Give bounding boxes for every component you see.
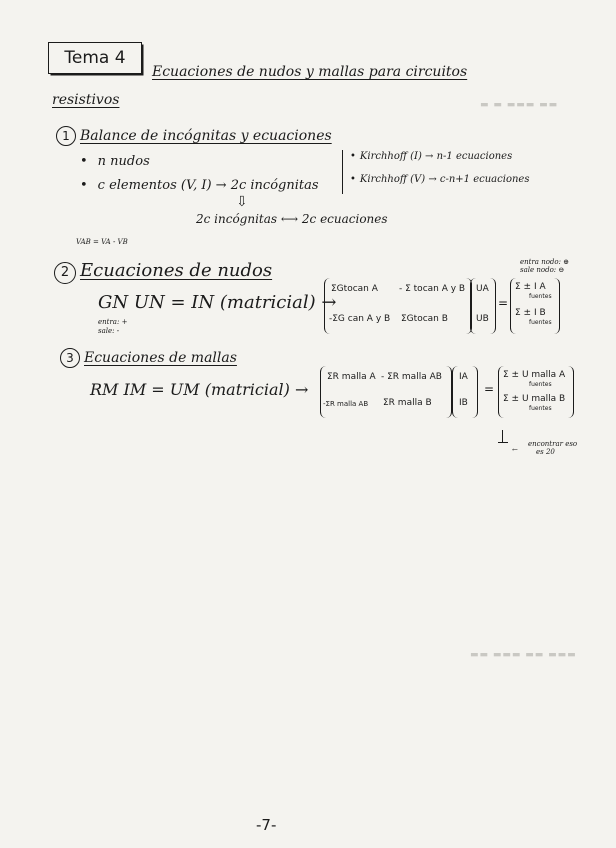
mesh-equation: RM IM = UM (matricial) → — [90, 380, 309, 399]
ground-note: encontrar eso — [528, 440, 578, 448]
matrix-cell: ΣGtocan A — [331, 284, 378, 294]
top-note: sale nodo: ⊖ — [520, 266, 565, 274]
result-vector — [498, 366, 574, 418]
ground-symbol-icon — [498, 430, 508, 452]
matrix-cell: - Σ tocan A y B — [399, 284, 466, 294]
matrix-cell: fuentes — [529, 405, 552, 412]
matrix-cell: Σ ± I A — [515, 282, 546, 292]
section-3-title: Ecuaciones de mallas — [84, 350, 237, 366]
nodal-equation: GN UN = IN (matricial) → — [98, 292, 337, 313]
bleed-through-text: ▬ ▬ ▬▬▬ ▬▬ — [480, 100, 559, 110]
page-title-continued: resistivos — [52, 92, 120, 108]
matrix-cell: ΣR malla A — [327, 372, 376, 382]
matrix-cell: fuentes — [529, 293, 552, 300]
ground-note: es 20 — [536, 448, 555, 456]
matrix-cell: UA — [476, 284, 489, 294]
matrix-cell: fuentes — [529, 381, 552, 388]
side-note: sale: - — [98, 327, 120, 335]
matrix-cell: ΣR malla B — [383, 398, 432, 408]
matrix-cell: UB — [476, 314, 489, 324]
bleed-through-text: ▬▬ ▬▬▬ ▬▬ ▬▬▬ — [470, 650, 577, 660]
equals-sign: = — [498, 296, 509, 310]
tema-label: Tema 4 — [48, 42, 142, 74]
section-3-heading — [60, 348, 237, 368]
unknown-vector — [470, 278, 496, 334]
matrix-cell: IA — [459, 372, 468, 382]
matrix-cell: Σ ± U malla B — [503, 394, 566, 404]
equals-sign: = — [484, 382, 495, 396]
bullet-icon: • — [80, 178, 88, 193]
matrix-cell: - ΣR malla AB — [381, 372, 442, 382]
conclusion: 2c incógnitas ⟷ 2c ecuaciones — [196, 212, 388, 226]
section-number: 3 — [60, 348, 80, 368]
matrix-cell: -ΣR malla AB — [323, 400, 369, 408]
section-1-heading — [56, 126, 332, 146]
list-item: • Kirchhoff (V) → c-n+1 ecuaciones — [350, 174, 530, 185]
arrow-left-icon: ← — [512, 446, 518, 454]
side-note: entra: + — [98, 318, 128, 326]
matrix-cell: fuentes — [529, 319, 552, 326]
page-title: Ecuaciones de nudos y mallas para circuitos — [152, 64, 468, 80]
section-2-heading — [54, 260, 272, 284]
matrix-cell: IB — [459, 398, 468, 408]
matrix-cell: Σ ± U malla A — [503, 370, 566, 380]
bullet-icon: • — [80, 154, 88, 169]
unknown-vector — [452, 366, 478, 418]
top-note: entra nodo: ⊕ — [520, 258, 570, 266]
section-number: 1 — [56, 126, 76, 146]
voltage-note: VAB = VA - VB — [76, 238, 128, 246]
section-1-title: Balance de incógnitas y ecuaciones — [80, 128, 332, 144]
bullet-icon: • — [350, 174, 356, 185]
matrix-cell: -ΣG can A y B — [329, 314, 391, 324]
result-vector — [510, 278, 560, 334]
bullet-icon: • — [350, 151, 356, 162]
coefficient-matrix — [320, 366, 452, 418]
arrow-down-icon: ⇩ — [236, 194, 248, 210]
divider-line — [342, 150, 343, 194]
section-number: 2 — [54, 262, 76, 284]
coefficient-matrix — [324, 278, 472, 334]
list-item: • Kirchhoff (I) → n-1 ecuaciones — [350, 151, 513, 162]
list-item: • c elementos (V, I) → 2c incógnitas — [80, 178, 319, 193]
matrix-cell: Σ ± I B — [515, 308, 546, 318]
matrix-cell: ΣGtocan B — [401, 314, 448, 324]
list-item: • n nudos — [80, 154, 150, 169]
page-number: -7- — [256, 816, 277, 834]
section-2-title: Ecuaciones de nudos — [80, 260, 273, 281]
